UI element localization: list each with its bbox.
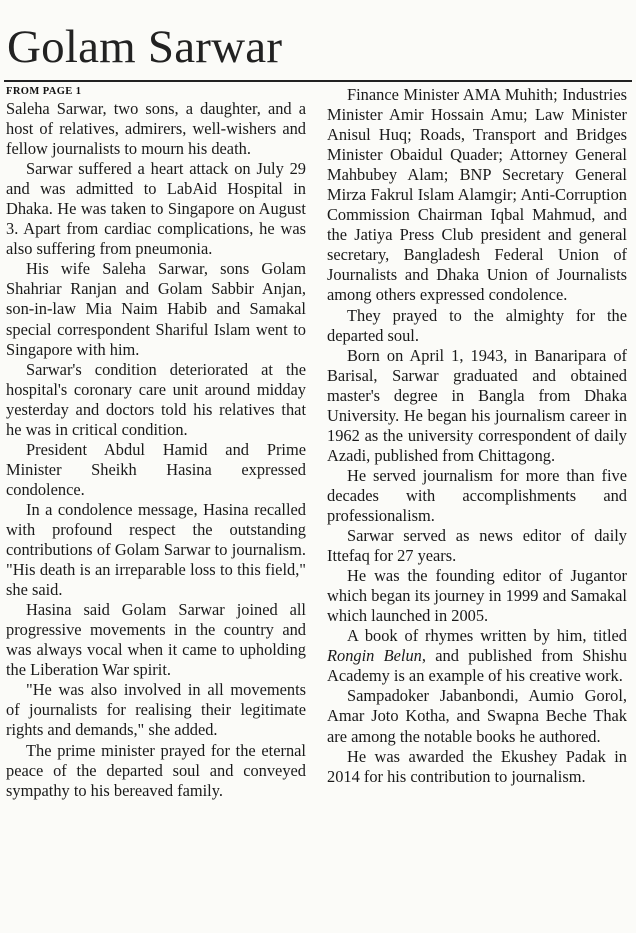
paragraph: Hasina said Golam Sarwar joined all progressive movements in the country and was always vocal when it came to upholding the Liberation War spirit. <box>6 600 306 680</box>
paragraph: His wife Saleha Sarwar, sons Golam Shahriar Ranjan and Golam Sabbir Anjan, son-in-law Mia Naim Habib and Samakal special correspondent Shariful Islam went to Singapore with him. <box>6 259 306 359</box>
paragraph: Sarwar suffered a heart attack on July 29 and was admitted to LabAid Hospital in Dhaka. He was taken to Singapore on August 3. Apart from cardiac complications, he was also suffering from pneumonia. <box>6 159 306 259</box>
paragraph: He served journalism for more than five decades with accomplishments and professionalism. <box>327 465 627 525</box>
paragraph: Sarwar's condition deteriorated at the hospital's coronary care unit around midday yesterday and doctors told his relatives that he was in critical condition. <box>6 359 306 439</box>
continued-from-label: FROM PAGE 1 <box>6 86 82 97</box>
paragraph: Saleha Sarwar, two sons, a daughter, and a host of relatives, admirers, well-wishers and fellow journalists to mourn his death. <box>6 99 306 159</box>
paragraph: They prayed to the almighty for the departed soul. <box>327 305 627 345</box>
headline-rule <box>4 80 632 82</box>
paragraph: The prime minister prayed for the eternal peace of the departed soul and conveyed sympathy to his bereaved family. <box>6 740 306 800</box>
paragraph: "He was also involved in all movements of journalists for realising their legitimate rights and demands," she added. <box>6 680 306 740</box>
book-title: Rongin Belun <box>327 646 422 666</box>
paragraph: Sarwar served as news editor of daily Ittefaq for 27 years. <box>327 526 627 566</box>
paragraph: Finance Minister AMA Muhith; Industries Minister Amir Hossain Amu; Law Minister Anisul Huq; Roads, Transport and Bridges Minister Obaidul Quader; Attorney General Mahbubey Alam; BNP Secretary General Mirza Fakrul Islam Alamgir; Anti-Corruption Commission Chairman Iqbal Mahmud, and the Jatiya Press Club president and general secretary, Bangladesh Federal Union of Journalists and Dhaka Union of Journalists among others expressed condolence. <box>327 85 627 305</box>
paragraph-with-book-title <box>327 626 627 686</box>
paragraph: Born on April 1, 1943, in Banaripara of Barisal, Sarwar graduated and obtained master's degree in Bangla from Dhaka University. He began his journalism career in 1962 as the university correspondent of daily Azadi, published from Chittagong. <box>327 345 627 465</box>
paragraph: President Abdul Hamid and Prime Minister Sheikh Hasina expressed condolence. <box>6 439 306 499</box>
paragraph: He was the founding editor of Jugantor which began its journey in 1999 and Samakal which launched in 2005. <box>327 566 627 626</box>
article-column-right <box>327 85 627 787</box>
paragraph: He was awarded the Ekushey Padak in 2014 for his contribution to journalism. <box>327 746 627 786</box>
headline: Golam Sarwar <box>7 21 283 73</box>
paragraph: Sampadoker Jabanbondi, Aumio Gorol, Amar Joto Kotha, and Swapna Beche Thak are among the notable books he authored. <box>327 686 627 746</box>
text-run: A book of rhymes written by him, titled <box>347 626 627 646</box>
paragraph: In a condolence message, Hasina recalled with profound respect the outstanding contributions of Golam Sarwar to journalism. "His death is an irreparable loss to this field," she said. <box>6 499 306 600</box>
article-column-left <box>6 85 306 801</box>
text-run: , and published from Shishu Academy is an example of his creative work. <box>327 646 627 686</box>
